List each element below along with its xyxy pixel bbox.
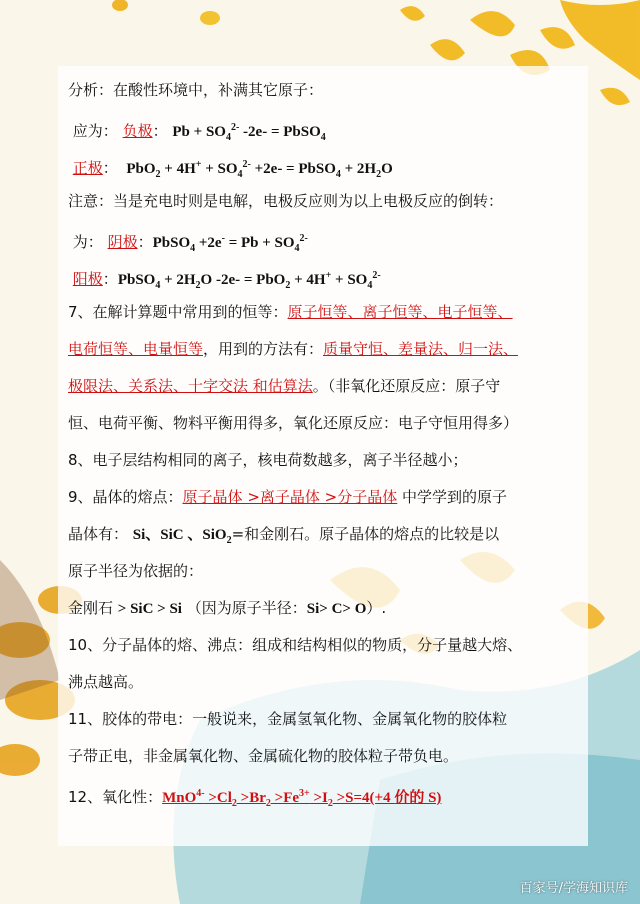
negative-electrode-label: 负极: [122, 122, 153, 140]
equation: $Pb + SO_4^{2-}$ -2e- = PbSO$_4$: [172, 122, 326, 143]
note-line: 注意：当是充电时则是电解，电极反应则为以上电极反应的倒转：: [68, 192, 504, 210]
item-7-line-4: 恒、电荷平衡、物料平衡用得多，氧化还原反应：电子守恒用得多）: [68, 414, 519, 432]
item-12-line: 12、氧化性：$MnO^{4-} >Cl_2 >Br_2 >Fe^{3+} >I_2 >S=4(+4$ 价的 S): [68, 788, 442, 809]
item-8-line: 8、电子层结构相同的离子，核电荷数越多，离子半径越小；: [68, 451, 468, 469]
item-11-line-1: 11、胶体的带电：一般说来，金属氢氧化物、金属氧化物的胶体粒: [68, 710, 508, 728]
negative-electrode-line: 应为： 负极： $Pb + SO_4^{2-}$ -2e- = PbSO$_4$: [72, 122, 326, 143]
equation: PbSO$_4$ $+2e^- = Pb + SO_4^{2-}$: [152, 233, 308, 254]
item-9-line-2: 晶体有： Si、SiC 、SiO$_2$=和金刚石。原子晶体的熔点的比较是以: [68, 525, 500, 546]
cathode-line: 为： 阴极：PbSO$_4$ $+2e^- = Pb + SO_4^{2-}$: [72, 233, 308, 254]
oxidizing-order: $MnO^{4-} >Cl_2 >Br_2 >Fe^{3+} >I_2 >S=4(+4$ 价的 S): [162, 788, 442, 809]
analysis-line: 分析：在酸性环境中，补满其它原子：: [68, 81, 324, 99]
item-10-line-1: 10、分子晶体的熔、沸点：组成和结构相似的物质，分子量越大熔、: [68, 636, 523, 654]
item-9-line-4: 金刚石 > SiC > Si （因为原子半径：Si> C> O）.: [68, 599, 387, 617]
cathode-label: 阴极: [107, 233, 138, 251]
item-9-line-3: 原子半径为依据的：: [68, 562, 204, 580]
positive-electrode-line: 正极： $PbO_2 + 4H^+ + SO_4^{2-} +2e-$ = PbSO$_4$ + $2H_2O$: [72, 159, 393, 180]
equation: PbSO$_4$ + $2H_2O$ $-2e- = PbO_2 + 4H^+ + SO_4^{2-}$: [117, 270, 381, 291]
document-body: [68, 72, 580, 812]
item-7-line-3: 极限法、关系法、十字交法 和估算法。（非氧化还原反应：原子守: [68, 377, 501, 395]
positive-electrode-label: 正极: [72, 159, 103, 177]
item-10-line-2: 沸点越高。: [68, 673, 144, 691]
item-7-line-2: 电荷恒等、电量恒等，用到的方法有：质量守恒、差量法、归一法、: [68, 340, 519, 358]
equation: $PbO_2 + 4H^+ + SO_4^{2-} +2e-$ = PbSO$_4$ + $2H_2O$: [122, 159, 393, 180]
anode-label: 阳极: [72, 270, 103, 288]
item-9-line-1: 9、晶体的熔点：原子晶体 >离子晶体 >分子晶体 中学学到的原子: [68, 488, 508, 506]
item-7-line-1: 7、在解计算题中常用到的恒等：原子恒等、离子恒等、电子恒等、: [68, 303, 513, 321]
watermark: 百家号/学海知识库: [519, 881, 628, 896]
item-11-line-2: 子带正电，非金属氧化物、金属硫化物的胶体粒子带负电。: [68, 747, 459, 765]
anode-line: 阳极：PbSO$_4$ + $2H_2O$ $-2e- = PbO_2 + 4H^+ + SO_4^{2-}$: [72, 270, 381, 291]
